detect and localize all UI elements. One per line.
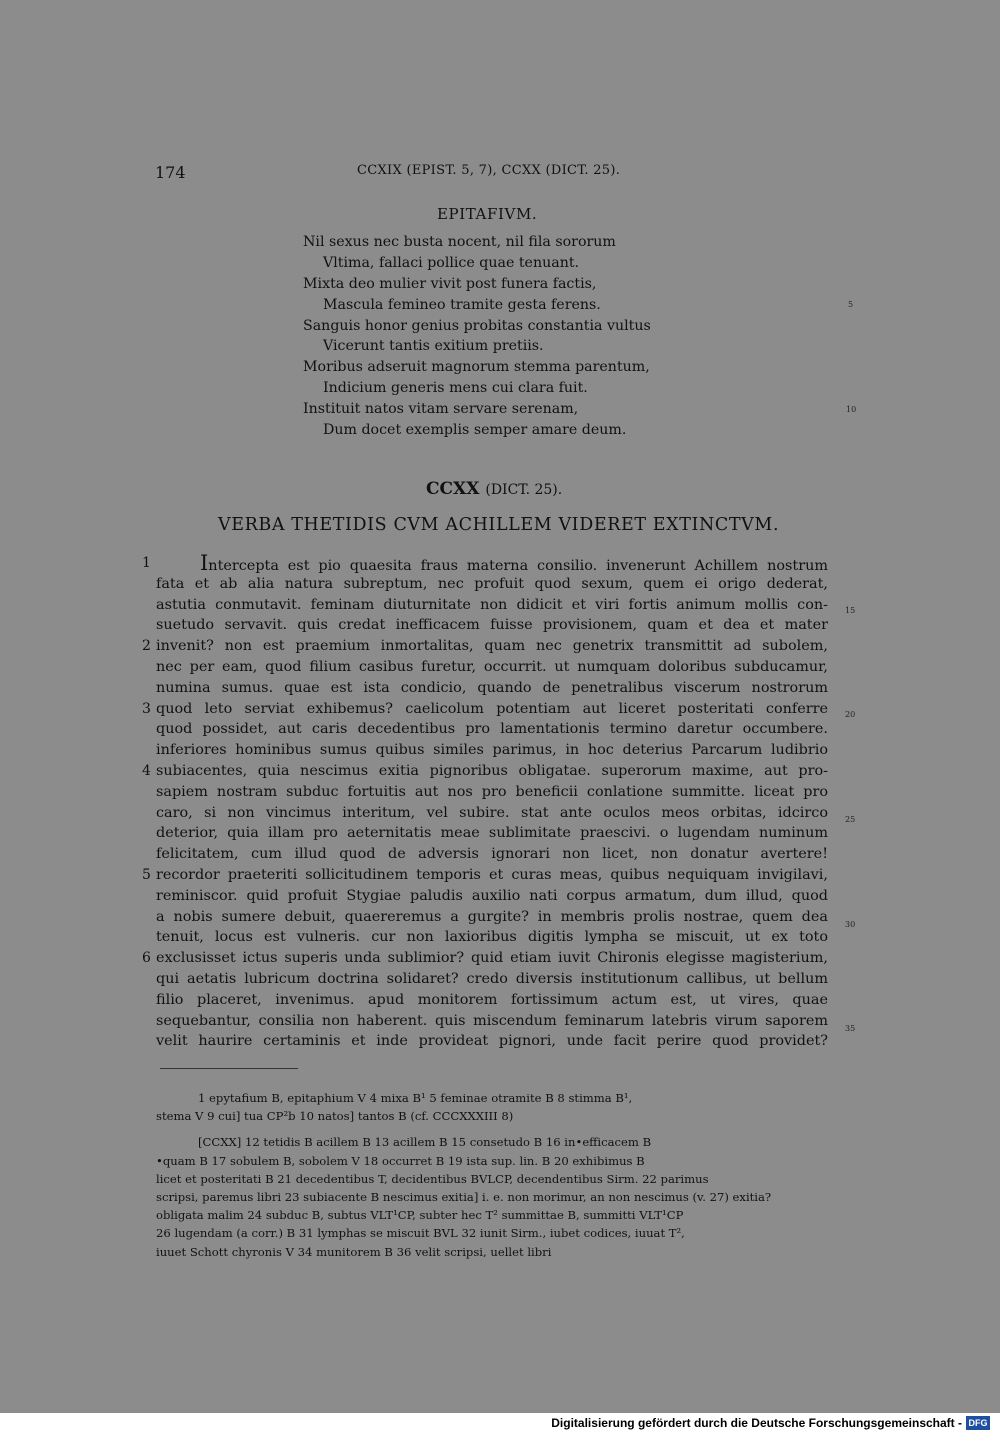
poem-line: Nil sexus nec busta nocent, nil fila sororum — [303, 234, 616, 250]
text-line: a nobis sumere debuit, quaereremus a gurgite? in membris prolis nostrae, quem dea — [156, 908, 828, 925]
line-number-margin: 5 — [848, 300, 854, 309]
text-line: 4 subiacentes, quia nescimus exitia pignoribus obligatae. superorum maxime, aut pro- — [156, 761, 828, 782]
poem-line: Instituit natos vitam servare serenam, — [303, 401, 579, 418]
note-line: iuuet Schott chyronis V 34 munitorem B 36 velit scripsi, uellet libri — [156, 1244, 552, 1259]
poem-line: Sanguis honor genius probitas constantia vultus — [303, 317, 651, 334]
poem-line: Mixta deo mulier vivit post funera factis, — [303, 275, 597, 292]
text-line: nec per eam, quod filium casibus furetur, occurrit. ut numquam doloribus subducamur, — [156, 658, 828, 675]
poem-line: Mascula femineo tramite gesta ferens. — [323, 296, 601, 313]
paragraph-number: 6 — [142, 950, 151, 967]
note-line: 26 lugendam (a corr.) B 31 lymphas se miscuit BVL 32 iunit Sirm., iubet codices, iuuat T², — [156, 1226, 685, 1241]
line-number-margin: 20 — [845, 710, 856, 719]
text-line: 6 exclusisset ictus superis unda sublimior? quid etiam iuvit Chironis elegisse magisterium, — [156, 948, 828, 969]
text-line: felicitatem, cum illud quod de adversis ignorari non licet, non donatur avertere! — [156, 846, 828, 863]
paragraph-number: 4 — [142, 762, 151, 779]
text-line: deterior, quia illam pro aeternitatis meae sublimitate praescivi. o lugendam numinum — [156, 825, 828, 842]
line-number-margin: 10 — [846, 405, 857, 414]
text-line: suetudo servavit. quis credat inefficacem fuisse provisionem, quam et dea et mater — [156, 617, 828, 634]
text-line: inferiores hominibus sumus quibus similes parimus, in hoc deterius Parcarum ludibrio — [156, 742, 828, 759]
text-line: sequebantur, consilia non haberent. quis miscendum feminarum latebris virum saporem — [156, 1012, 828, 1029]
text-line: 2 invenit? non est praemium inmortalitas, quam nec genetrix transmittit ad subolem, — [156, 636, 828, 657]
text-line: velit haurire certaminis et inde provideat pignori, unde facit perire quod providet? — [156, 1033, 828, 1050]
poem-line: Indicium generis mens cui clara fuit. — [323, 380, 588, 397]
text-line: tenuit, locus est vulneris. cur non laxioribus digitis lympha se miscuit, ut ex toto — [156, 929, 828, 946]
poem-line: Vltima, fallaci pollice quae tenuant. — [323, 254, 580, 271]
text-line: caro, si non vincimus interitum, vel subire. stat ante oculos meos orbitas, idcirco — [156, 804, 828, 821]
text-line: astutia conmutavit. feminam diuturnitate non didicit et viri fortis animum mollis con- — [156, 596, 828, 613]
text-line: numina sumus. quae est ista condicio, quando de penetralibus viscerum nostrorum — [156, 679, 828, 696]
text-line: 3 quod leto serviat exhibemus? caelicolum potentiam aut liceret posteritati conferre — [156, 699, 828, 720]
line-number-margin: 25 — [845, 815, 856, 824]
text-line: 1 Intercepta est pio quaesita fraus materna consilio. invenerunt Achillem nostrum — [142, 551, 828, 575]
dfg-logo: DFG — [966, 1416, 990, 1430]
text-line: sapiem nostram subduc fortuitis aut nos pro beneficii conlatione summitte. liceat pro — [156, 783, 828, 800]
text-line: filio placeret, invenimus. apud monitorem fortissimum actum est, ut vires, quae — [156, 991, 828, 1008]
digitization-footer — [0, 1413, 1000, 1434]
body-text — [142, 551, 828, 1052]
text-line: reminiscor. quid profuit Stygiae paludis auxilio nati corpus armatum, dum illud, quod — [156, 887, 828, 904]
section-title: VERBA THETIDIS CVM ACHILLEM VIDERET EXTINCTVM. — [218, 515, 780, 535]
running-title: CCXIX (EPIST. 5, 7), CCXX (DICT. 25). — [357, 163, 621, 178]
poem-line: Moribus adseruit magnorum stemma parentum, — [303, 359, 650, 376]
paragraph-number: 2 — [142, 638, 151, 655]
note-line: 1 epytafium B, epitaphium V 4 mixa B¹ 5 feminae otramite B 8 stimma B¹, — [198, 1091, 633, 1105]
note-line: stema V 9 cui] tua CP²b 10 natos] tantos B (cf. CCCXXXIII 8) — [156, 1109, 514, 1124]
footer-credit: Digitalisierung gefördert durch die Deutsche Forschungsgemeinschaft - — [551, 1416, 962, 1430]
paragraph-number: 1 — [142, 555, 151, 571]
note-line: licet et posteritati B 21 decedentibus T, decidentibus BVLCP, decendentibus Sirm. 22 parimus — [156, 1171, 709, 1186]
epitaph-poem — [303, 232, 723, 441]
drop-initial: I — [200, 551, 209, 575]
poem-line: Vicerunt tantis exitium pretiis. — [323, 338, 544, 355]
footnote-rule — [160, 1068, 298, 1069]
note-line: •quam B 17 sobulem B, sobolem V 18 occurret B 19 ista sup. lin. B 20 exhibimus B — [156, 1153, 645, 1168]
critical-apparatus — [156, 1089, 831, 1261]
section-number: CCXX — [426, 479, 480, 499]
line-number-margin: 30 — [845, 920, 856, 929]
note-line: obligata malim 24 subduc B, subtus VLT¹CP, subter hec T² summittae B, summitti VLT¹CP — [156, 1208, 684, 1223]
epitaph-title: EPITAFIVM. — [437, 205, 538, 223]
note-line: [CCXX] 12 tetidis B acillem B 13 acillem B 15 consetudo B 16 in•efficacem B — [198, 1135, 652, 1150]
text-line: quod possidet, aut caris decedentibus pro lamentationis termino daretur occumbere. — [156, 721, 828, 738]
paragraph-number: 3 — [142, 700, 151, 717]
text-line: qui aetatis lubricum doctrina solidaret? credo diversis institutionum callibus, ut bellum — [156, 970, 828, 987]
text-line: 5 recordor praeteriti sollicitudinem temporis et curas meas, quibus nequiquam invigilavi, — [156, 865, 828, 886]
line-number-margin: 35 — [845, 1024, 856, 1033]
section-heading — [426, 479, 562, 499]
poem-line: Dum docet exemplis semper amare deum. — [323, 422, 627, 439]
section-subheading: (DICT. 25). — [485, 482, 563, 498]
paragraph-number: 5 — [142, 866, 151, 883]
note-line: scripsi, paremus libri 23 subiacente B nescimus exitia] i. e. non morimur, an non nescimus (v. 27) exitia? — [156, 1189, 772, 1204]
text-line: fata et ab alia natura subreptum, nec profuit quod sexum, quem ei origo dederat, — [156, 575, 828, 592]
page-number: 174 — [155, 163, 186, 182]
line-number-margin: 15 — [845, 606, 856, 615]
